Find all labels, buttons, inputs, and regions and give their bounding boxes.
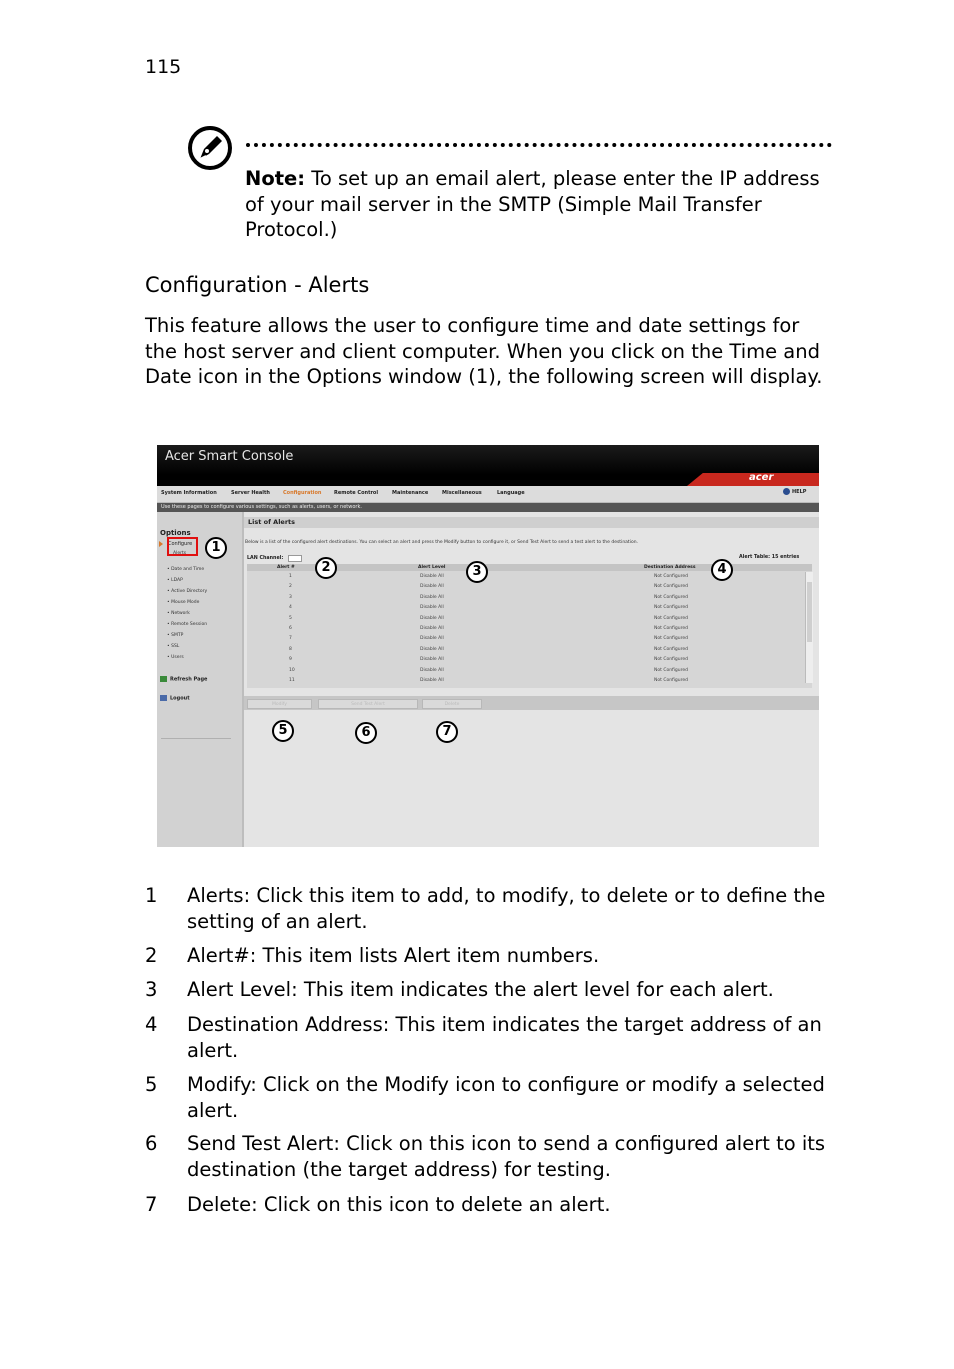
list-item-text: Alert#: This item lists Alert item numbers. [187, 944, 600, 967]
alert-table [247, 564, 812, 688]
column-destination-address[interactable]: Destination Address [644, 565, 696, 570]
list-item-number: 3 [145, 978, 158, 1001]
sidebar-item-remote-session[interactable]: • Remote Session [167, 622, 208, 627]
table-row[interactable] [247, 624, 805, 634]
sidebar-configure[interactable]: Configure [168, 541, 193, 547]
column-alert-level[interactable]: Alert Level [418, 565, 446, 570]
table-row[interactable] [247, 614, 805, 624]
sidebar-item-network[interactable]: • Network [167, 611, 190, 616]
shot-titlebar [157, 445, 819, 475]
destination-address-cell: Not Configured [654, 584, 688, 590]
table-scrollbar[interactable] [805, 572, 813, 683]
alert-number-cell: 2 [289, 584, 292, 590]
list-item-text: Alerts: Click this item to add, to modify, to delete or to define the setting of an alert. [187, 884, 826, 933]
alert-number-cell: 5 [289, 615, 292, 621]
note-pen-icon [187, 125, 233, 171]
list-item-number: 1 [145, 884, 158, 907]
arrow-right-icon [159, 541, 163, 547]
logout-icon [160, 695, 167, 701]
callout-4: 4 [711, 559, 733, 581]
help-icon [783, 488, 790, 495]
alert-number-cell: 8 [289, 646, 292, 652]
list-description: Below is a list of the configured alert destinations. You can select an alert and press the Modify button to configure it, or Send Test Alert to send a test alert to the destination. [245, 540, 638, 545]
alert-number-cell: 3 [289, 594, 292, 600]
scrollbar-thumb[interactable] [807, 582, 812, 642]
modify-button[interactable]: Modify [247, 699, 312, 709]
menu-system-information[interactable]: System Information [161, 490, 217, 496]
menu-miscellaneous[interactable]: Miscellaneous [442, 490, 482, 496]
callout-6: 6 [355, 722, 377, 744]
list-item-text: Send Test Alert: Click on this icon to send a configured alert to its destination (the target address) for testing. [187, 1132, 826, 1181]
destination-address-cell: Not Configured [654, 667, 688, 673]
callout-3: 3 [466, 561, 488, 583]
note-divider [246, 143, 832, 147]
table-row[interactable] [247, 634, 805, 644]
alert-level-cell: Disable All [420, 574, 444, 579]
destination-address-cell: Not Configured [654, 657, 688, 663]
note-body: To set up an email alert, please enter the IP address of your mail server in the SMTP (Simple Mail Transfer Protocol.) [245, 167, 820, 241]
options-sidebar [157, 512, 244, 847]
alert-level-cell: Disable All [420, 615, 444, 621]
sidebar-item-label: LDAP [171, 578, 183, 583]
refresh-label: Refresh Page [170, 676, 208, 683]
sidebar-item-ssl[interactable]: • SSL [167, 644, 180, 649]
list-item-number: 5 [145, 1073, 158, 1096]
destination-address-cell: Not Configured [654, 594, 688, 600]
sidebar-item-label: Network [171, 611, 190, 616]
list-item-number: 4 [145, 1013, 158, 1036]
section-heading: Configuration - Alerts [145, 273, 370, 297]
sidebar-item-alerts[interactable]: Alerts [173, 551, 187, 556]
note-text [245, 166, 835, 243]
sidebar-item-label: Users [171, 655, 184, 660]
alert-level-cell: Disable All [420, 584, 444, 590]
refresh-icon [160, 676, 167, 682]
intro-paragraph: This feature allows the user to configure time and date settings for the host server and client computer. When you click on the Time and Date icon in the Options window (1), the following screen will display. [145, 314, 823, 388]
table-row[interactable] [247, 676, 805, 686]
sidebar-divider [161, 738, 231, 739]
menu-configuration[interactable]: Configuration [283, 490, 322, 496]
alert-number-cell: 7 [289, 636, 292, 642]
destination-address-cell: Not Configured [654, 626, 688, 631]
sidebar-item-date-time[interactable]: • Date and Time [167, 567, 205, 572]
sidebar-item-label: Mouse Mode [171, 600, 200, 605]
shot-description: Use these pages to configure various settings, such as alerts, users, or network. [161, 504, 362, 510]
lan-channel-select[interactable] [288, 555, 302, 562]
list-item-text: Modify: Click on the Modify icon to configure or modify a selected alert. [187, 1073, 825, 1122]
alert-level-cell: Disable All [420, 667, 444, 673]
table-row[interactable] [247, 582, 805, 592]
button-bar [244, 696, 819, 710]
lan-channel-label: LAN Channel: [247, 556, 284, 561]
alert-level-cell: Disable All [420, 678, 444, 683]
table-row[interactable] [247, 603, 805, 613]
alert-level-cell: Disable All [420, 646, 444, 652]
sidebar-item-label: SSL [171, 644, 180, 649]
alert-number-cell: 6 [289, 626, 292, 631]
callout-1: 1 [205, 537, 227, 559]
sidebar-item-label: Date and Time [171, 567, 205, 572]
destination-address-cell: Not Configured [654, 678, 688, 683]
destination-address-cell: Not Configured [654, 615, 688, 621]
column-alert-number[interactable]: Alert # [277, 565, 295, 570]
table-row[interactable] [247, 666, 805, 676]
alert-number-cell: 1 [289, 574, 292, 579]
list-header [244, 517, 819, 528]
sidebar-item-label: Remote Session [171, 622, 208, 627]
menu-server-health[interactable]: Server Health [231, 490, 270, 496]
menu-maintenance[interactable]: Maintenance [392, 490, 429, 496]
sidebar-item-mouse-mode[interactable]: • Mouse Mode [167, 600, 200, 605]
list-title: List of Alerts [248, 518, 296, 526]
alert-level-cell: Disable All [420, 594, 444, 600]
alert-level-cell: Disable All [420, 626, 444, 631]
callout-5: 5 [272, 720, 294, 742]
destination-address-cell: Not Configured [654, 605, 688, 611]
alert-number-cell: 11 [289, 678, 295, 683]
refresh-page-link[interactable] [160, 676, 207, 683]
menu-language[interactable]: Language [497, 490, 525, 496]
alert-level-cell: Disable All [420, 657, 444, 663]
logout-label: Logout [170, 695, 190, 702]
table-row[interactable] [247, 655, 805, 665]
note-label: Note: [245, 167, 306, 190]
destination-address-cell: Not Configured [654, 646, 688, 652]
alert-level-cell: Disable All [420, 636, 444, 642]
sidebar-item-active-directory[interactable]: • Active Directory [167, 589, 208, 594]
acer-logo: acer [749, 472, 774, 483]
shot-menubar [157, 486, 819, 503]
table-row[interactable] [247, 645, 805, 655]
alert-table-summary: Alert Table: 15 entries [739, 555, 800, 560]
alert-level-cell: Disable All [420, 605, 444, 611]
page-number: 115 [145, 56, 182, 78]
list-item-text: Alert Level: This item indicates the alert level for each alert. [187, 978, 774, 1001]
shot-description-bar [157, 503, 819, 512]
shot-title: Acer Smart Console [165, 449, 294, 464]
screenshot-figure [157, 445, 819, 847]
callout-2: 2 [315, 557, 337, 579]
callout-7: 7 [436, 721, 458, 743]
destination-address-cell: Not Configured [654, 574, 688, 579]
send-test-alert-button[interactable]: Send Test Alert [318, 699, 418, 709]
help-label: HELP [792, 489, 807, 495]
sidebar-item-smtp[interactable]: • SMTP [167, 633, 184, 638]
sidebar-item-label: Active Directory [171, 589, 208, 594]
alert-number-cell: 9 [289, 657, 292, 663]
destination-address-cell: Not Configured [654, 636, 688, 642]
menu-remote-control[interactable]: Remote Control [334, 490, 379, 496]
list-item-number: 2 [145, 944, 158, 967]
alert-number-cell: 4 [289, 605, 292, 611]
list-item-text: Delete: Click on this icon to delete an alert. [187, 1193, 611, 1216]
options-title: Options [160, 529, 191, 537]
sidebar-item-users[interactable]: • Users [167, 655, 184, 660]
help-link[interactable] [783, 488, 806, 495]
alert-number-cell: 10 [289, 667, 295, 673]
list-item-text: Destination Address: This item indicates the target address of an alert. [187, 1013, 822, 1062]
sidebar-item-label: SMTP [171, 633, 184, 638]
list-item-number: 7 [145, 1193, 158, 1216]
list-item-number: 6 [145, 1132, 158, 1155]
table-row[interactable] [247, 593, 805, 603]
delete-button[interactable]: Delete [422, 699, 482, 709]
sidebar-item-ldap[interactable]: • LDAP [167, 578, 183, 583]
logout-link[interactable] [160, 695, 190, 702]
